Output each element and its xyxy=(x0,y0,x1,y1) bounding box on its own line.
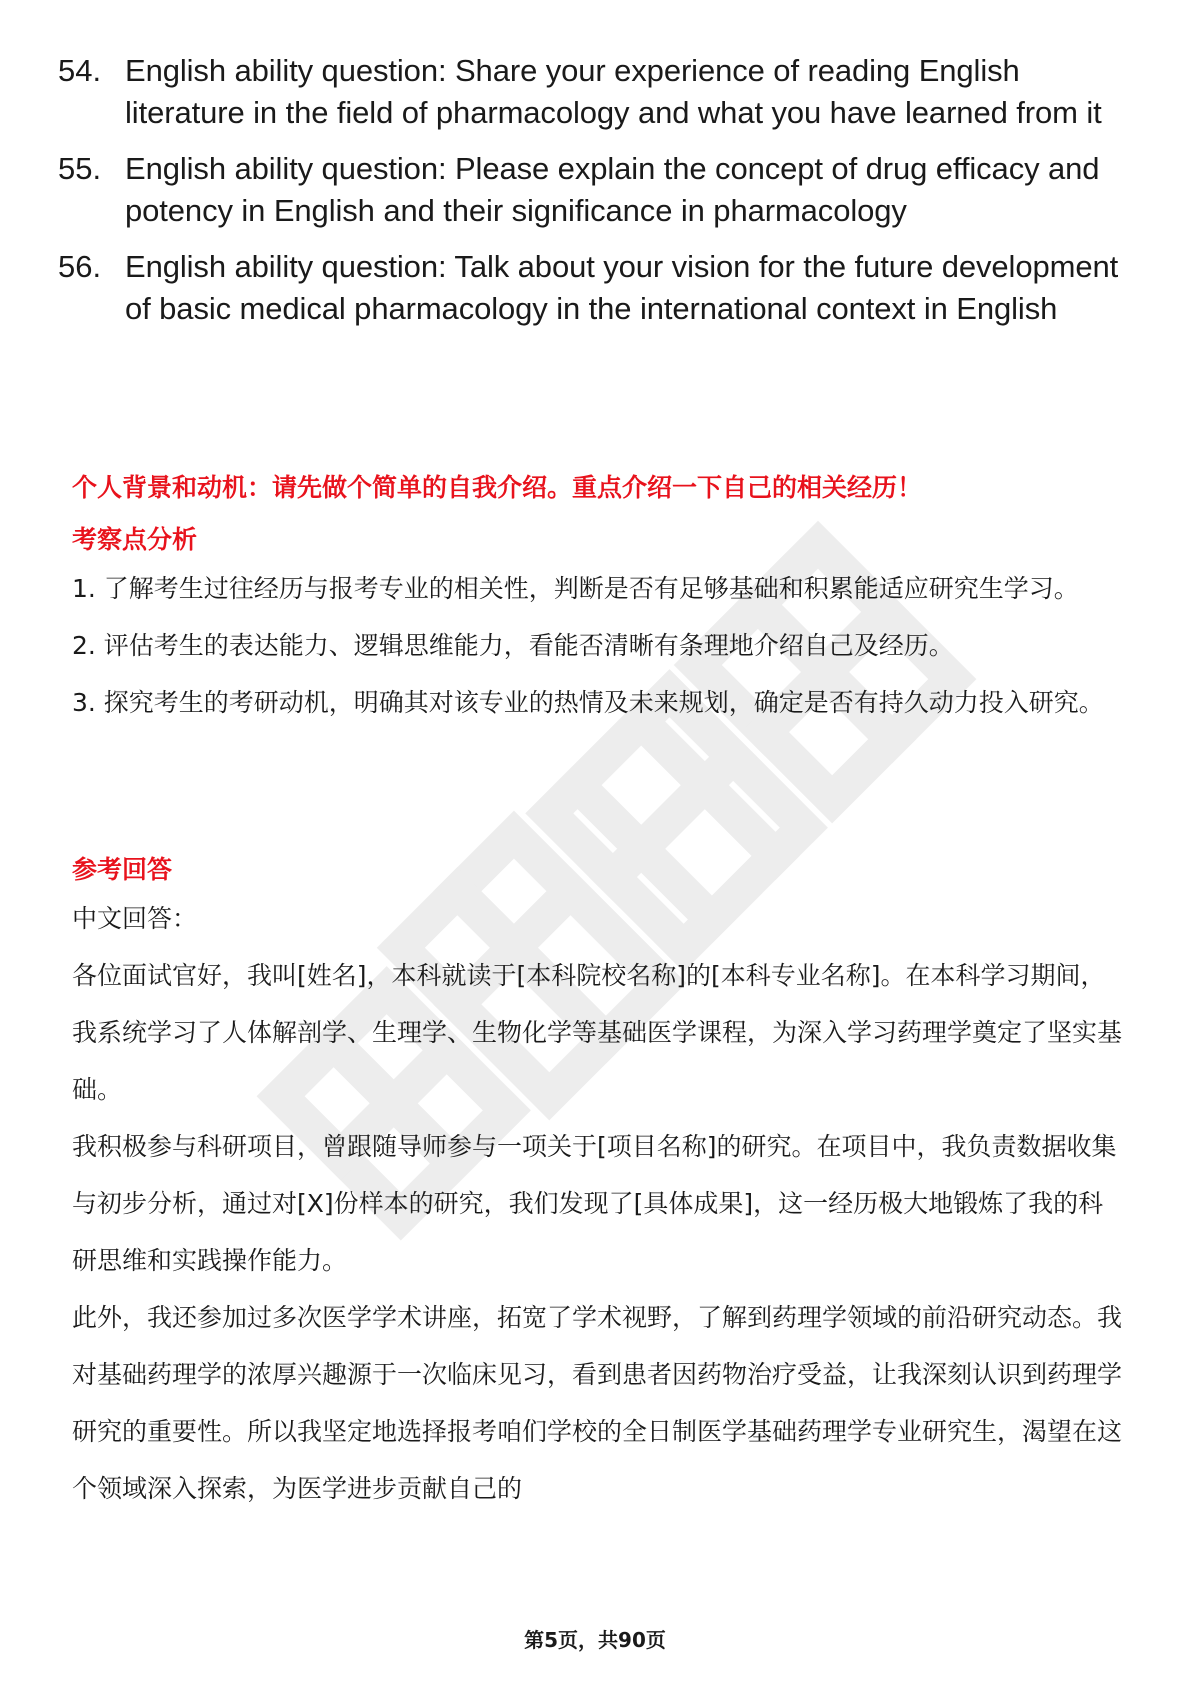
question-text: English ability question: Please explain the concept of drug efficacy and potency in English and their significance in pharmacology xyxy=(125,151,1100,228)
analysis-point: 3. 探究考生的考研动机，明确其对该专业的热情及未来规划，确定是否有持久动力投入研究。 xyxy=(72,688,1104,717)
analysis-point: 2. 评估考生的表达能力、逻辑思维能力，看能否清晰有条理地介绍自己及经历。 xyxy=(72,631,954,660)
question-list xyxy=(0,50,1190,344)
answer-heading: 参考回答 xyxy=(72,855,173,884)
section-title: 个人背景和动机：请先做个简单的自我介绍。重点介绍一下自己的相关经历！ xyxy=(72,473,923,502)
analysis-points xyxy=(72,560,1122,731)
answer-body xyxy=(72,890,1122,1517)
list-item xyxy=(0,50,1190,134)
answer-paragraph: 此外，我还参加过多次医学学术讲座，拓宽了学术视野，了解到药理学领域的前沿研究动态。我对基础药理学的浓厚兴趣源于一次临床见习，看到患者因药物治疗受益，让我深刻认识到药理学研究的重要性。所以我坚定地选择报考咱们学校的全日制医学基础药理学专业研究生，渴望在这个领域深入探索，为医学进步贡献自己的 xyxy=(72,1303,1123,1503)
list-item xyxy=(0,148,1190,232)
analysis-point: 1. 了解考生过往经历与报考专业的相关性，判断是否有足够基础和积累能适应研究生学习。 xyxy=(72,574,1079,603)
answer-intro: 中文回答： xyxy=(72,904,198,933)
answer-paragraph: 我积极参与科研项目，曾跟随导师参与一项关于[项目名称]的研究。在项目中，我负责数据收集与初步分析，通过对[X]份样本的研究，我们发现了[具体成果]，这一经历极大地锻炼了我的科研思维和实践操作能力。 xyxy=(72,1132,1117,1275)
question-text: English ability question: Talk about your vision for the future development of basic medical pharmacology in the international context in English xyxy=(125,249,1119,326)
question-number: 54. xyxy=(58,53,102,88)
question-number: 56. xyxy=(58,249,102,284)
analysis-heading: 考察点分析 xyxy=(72,525,198,554)
page-footer: 第5页，共90页 xyxy=(524,1628,666,1652)
answer-paragraph: 各位面试官好，我叫[姓名]，本科就读于[本科院校名称]的[本科专业名称]。在本科学习期间，我系统学习了人体解剖学、生理学、生物化学等基础医学课程，为深入学习药理学奠定了坚实基础。 xyxy=(72,961,1123,1104)
question-number: 55. xyxy=(58,151,102,186)
list-item xyxy=(0,246,1190,330)
question-text: English ability question: Share your experience of reading English literature in the field of pharmacology and what you have learned from it xyxy=(125,53,1102,130)
